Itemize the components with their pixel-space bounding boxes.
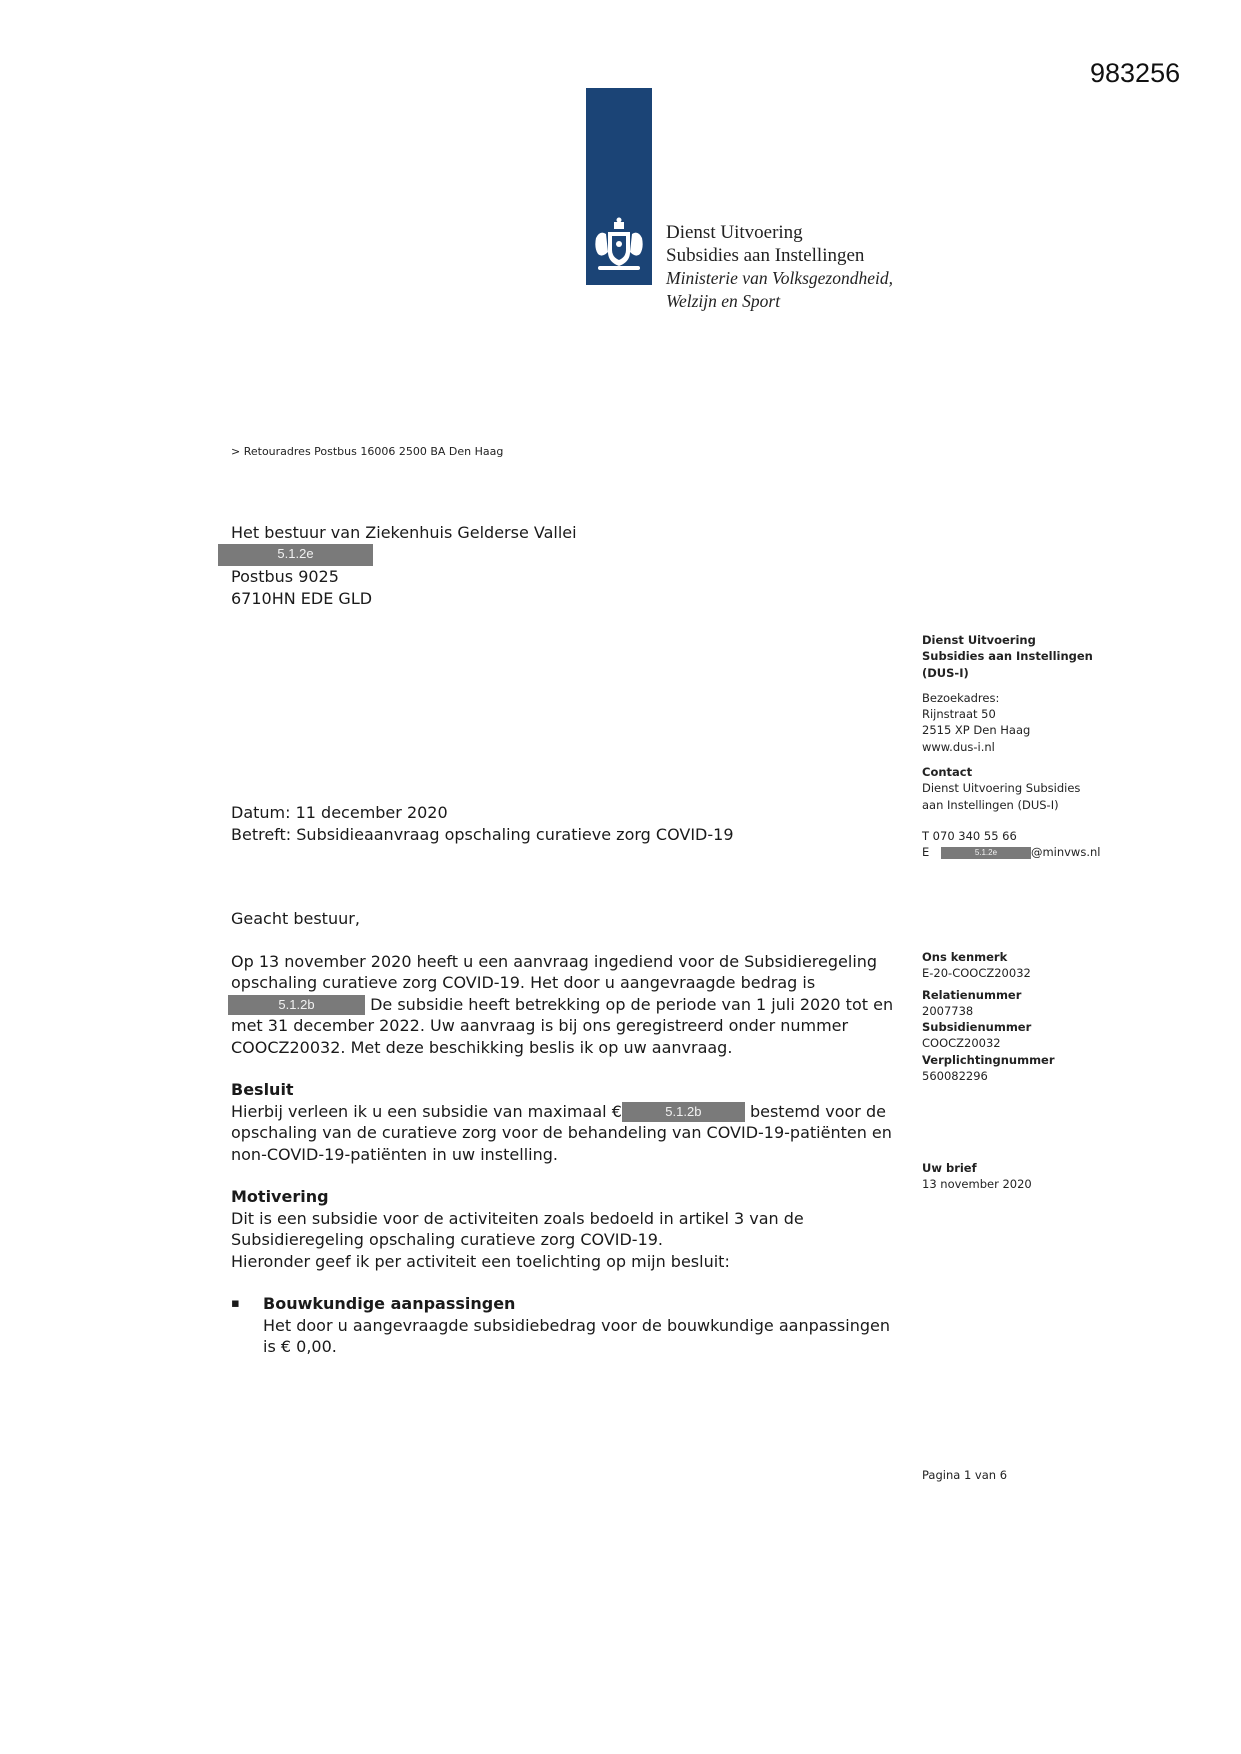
decision-line1 <box>231 1101 901 1123</box>
letter-subject: Betreft: Subsidieaanvraag opschaling curatieve zorg COVID-19 <box>231 824 734 844</box>
org-name-line2: Subsidies aan Instellingen <box>666 245 865 266</box>
recipient-address <box>231 522 577 609</box>
decision-line3: non-COVID-19-patiënten in uw instelling. <box>231 1144 558 1164</box>
sidebar-references <box>922 949 1055 1084</box>
org-name-line1: Dienst Uitvoering <box>666 222 803 243</box>
letter-meta <box>231 802 901 845</box>
bullet-item <box>231 1293 901 1358</box>
contact-phone: T 070 340 55 66 <box>922 828 1017 843</box>
email-redaction: 5.1.2e <box>941 847 1031 859</box>
crest-icon <box>590 216 648 274</box>
ministry-line2: Welzijn en Sport <box>666 291 781 311</box>
amount-redaction: 5.1.2b <box>228 995 365 1015</box>
visit-street: Rijnstraat 50 <box>922 707 996 722</box>
visit-web: www.dus-i.nl <box>922 739 995 754</box>
contact-email <box>922 844 1100 860</box>
bullet-text-line2: is € 0,00. <box>263 1337 337 1356</box>
obligation-value: 560082296 <box>922 1069 988 1084</box>
decision-line1b: bestemd voor de <box>744 1101 886 1121</box>
motivation-line3: Hieronder geef ik per activiteit een toelichting op mijn besluit: <box>231 1251 730 1271</box>
motivation-heading: Motivering <box>231 1187 329 1206</box>
recipient-line4: 6710HN EDE GLD <box>231 588 373 608</box>
bullet-heading: Bouwkundige aanpassingen <box>263 1294 516 1313</box>
intro-line3 <box>231 994 901 1016</box>
salutation: Geacht bestuur, <box>231 909 360 928</box>
motivation-line1: Dit is een subsidie voor de activiteiten zoals bedoeld in artikel 3 van de <box>231 1208 804 1228</box>
sidebar-org-line2: Subsidies aan Instellingen <box>922 649 1093 664</box>
ref-label: Ons kenmerk <box>922 950 1008 964</box>
letter-body <box>231 908 901 1358</box>
ministry-line1: Ministerie van Volksgezondheid, <box>666 268 893 288</box>
email-suffix: @minvws.nl <box>1030 845 1101 860</box>
return-address: > Retouradres Postbus 16006 2500 BA Den Haag <box>231 445 504 458</box>
subsidy-value: COOCZ20032 <box>922 1036 1001 1051</box>
intro-line3-text: De subsidie heeft betrekking op de periode van 1 juli 2020 tot en <box>365 994 894 1014</box>
intro-line5: COOCZ20032. Met deze beschikking beslis ik op uw aanvraag. <box>231 1037 733 1057</box>
sidebar-org-line3: (DUS-I) <box>922 665 969 680</box>
contact-line2: aan Instellingen (DUS-I) <box>922 797 1059 812</box>
intro-line1: Op 13 november 2020 heeft u een aanvraag ingediend voor de Subsidieregeling <box>231 951 878 971</box>
recipient-line3: Postbus 9025 <box>231 567 339 586</box>
letter-label: Uw brief <box>922 1161 977 1175</box>
document-number: 983256 <box>1090 58 1181 88</box>
decision-redaction: 5.1.2b <box>622 1102 745 1122</box>
email-prefix: E <box>922 845 930 860</box>
recipient-line1: Het bestuur van Ziekenhuis Gelderse Vallei <box>231 523 577 542</box>
ref-value: E-20-COOCZ20032 <box>922 966 1031 981</box>
visit-label: Bezoekadres: <box>922 690 1000 705</box>
sidebar-org-line1: Dienst Uitvoering <box>922 633 1036 647</box>
obligation-label: Verplichtingnummer <box>922 1052 1055 1067</box>
subsidy-label: Subsidienummer <box>922 1020 1032 1035</box>
sidebar-letter <box>922 1160 1032 1193</box>
letter-date: Datum: 11 december 2020 <box>231 803 448 822</box>
letter-value: 13 november 2020 <box>922 1177 1032 1192</box>
sidebar-org <box>922 632 1100 861</box>
contact-label: Contact <box>922 765 973 780</box>
relation-value: 2007738 <box>922 1003 974 1018</box>
bullet-text-line1: Het door u aangevraagde subsidiebedrag voor de bouwkundige aanpassingen <box>263 1315 890 1335</box>
visit-city: 2515 XP Den Haag <box>922 723 1031 738</box>
motivation-line2: Subsidieregeling opschaling curatieve zorg COVID-19. <box>231 1230 664 1249</box>
intro-line2: opschaling curatieve zorg COVID-19. Het door u aangevraagde bedrag is <box>231 973 816 992</box>
ministry-name <box>666 267 893 313</box>
decision-line2: opschaling van de curatieve zorg voor de behandeling van COVID-19-patiënten en <box>231 1123 892 1142</box>
org-name <box>666 221 864 267</box>
bullet-icon: ▪ <box>231 1296 240 1311</box>
contact-line1: Dienst Uitvoering Subsidies <box>922 781 1081 796</box>
relation-label: Relatienummer <box>922 987 1022 1002</box>
redaction-box: 5.1.2e <box>218 544 373 566</box>
intro-line4: met 31 december 2022. Uw aanvraag is bij ons geregistreerd onder nummer <box>231 1016 849 1035</box>
decision-heading: Besluit <box>231 1080 294 1099</box>
page-number: Pagina 1 van 6 <box>922 1468 1008 1482</box>
decision-line1a: Hierbij verleen ik u een subsidie van maximaal € <box>231 1101 622 1121</box>
